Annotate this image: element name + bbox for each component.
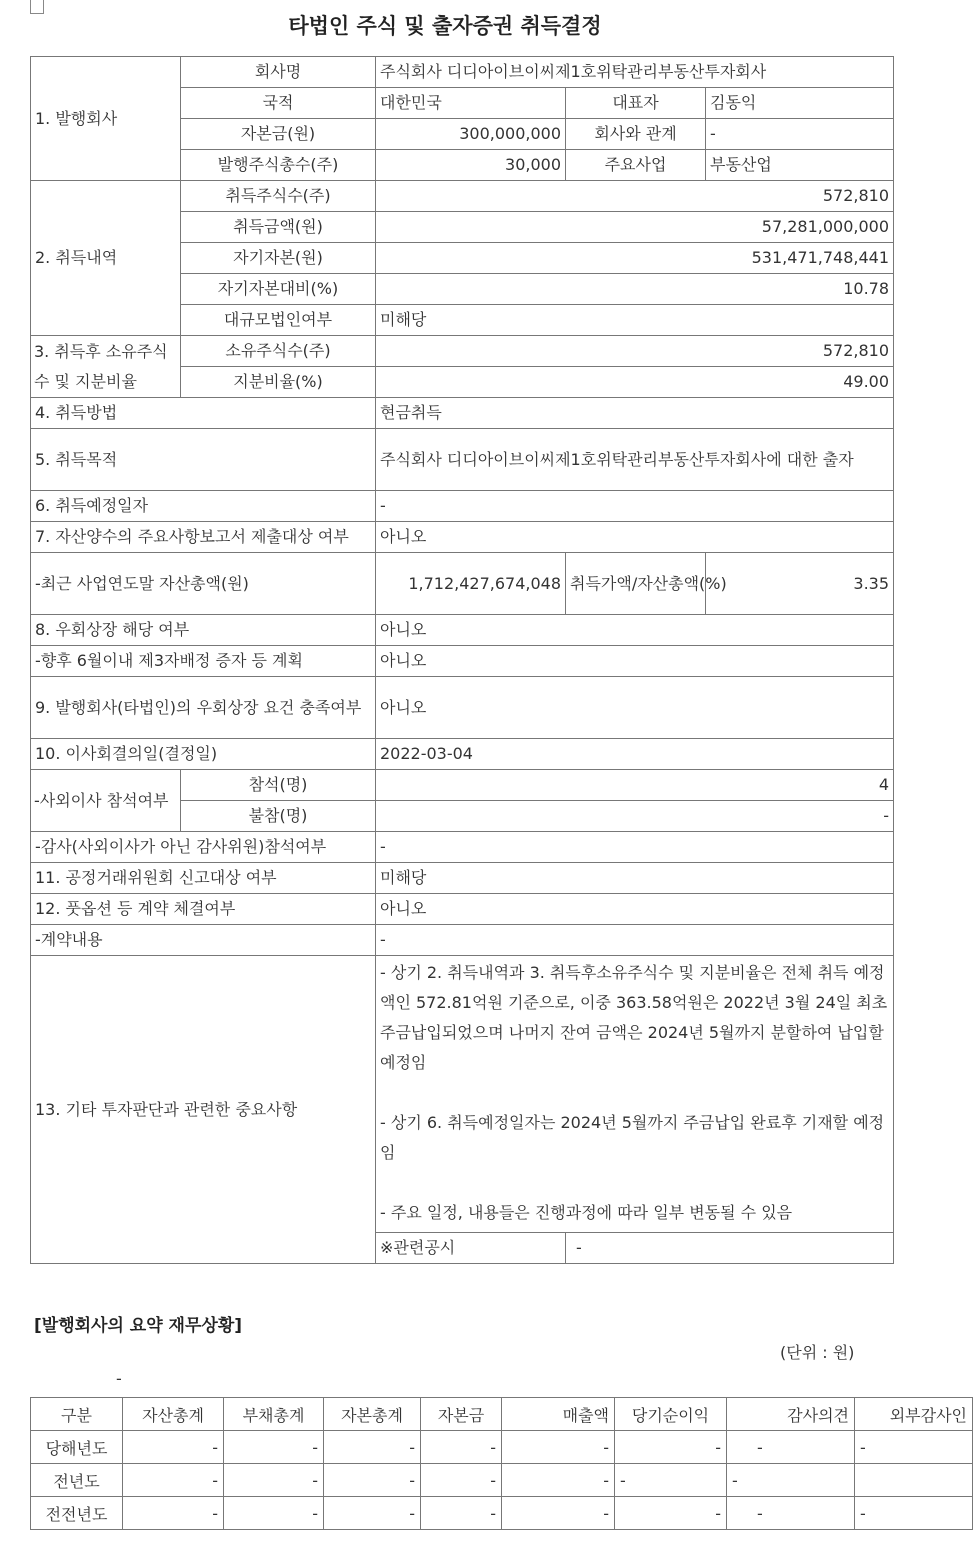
table-cell: - — [502, 1464, 615, 1497]
note-paragraph: - 상기 2. 취득내역과 3. 취득후소유주식수 및 지분비율은 전체 취득 예정액인 572.81억원 기준으로, 이중 363.58억원은 2022년 3월 24일 최초 주금납입되었으며 나머지 잔여 금액은 2024년 5월까지 분할하여 납입할 예정임 — [380, 963, 888, 1072]
table-row — [31, 57, 894, 88]
total-shares-label: 발행주식총수(주) — [181, 150, 376, 181]
assets-ratio-value: 3.35 — [706, 553, 894, 615]
backdoor-label: 8. 우회상장 해당 여부 — [31, 615, 376, 646]
table-row — [31, 553, 894, 615]
header-cell: 부채총계 — [224, 1398, 324, 1431]
purpose-value: 주식회사 디디아이브이씨제1호위탁관리부동산투자회사에 대한 출자 — [376, 429, 894, 491]
table-row — [31, 832, 894, 863]
assets-label: -최근 사업연도말 자산총액(원) — [31, 553, 376, 615]
table-cell: - — [727, 1464, 855, 1497]
table-row — [31, 770, 894, 801]
other-notes — [376, 956, 894, 1233]
table-cell: - — [421, 1431, 502, 1464]
company-name-value: 주식회사 디디아이브이씨제1호위탁관리부동산투자회사 — [376, 57, 894, 88]
option-value: 아니오 — [376, 894, 894, 925]
issuer-section-label: 1. 발행회사 — [31, 57, 181, 181]
holdings-ratio-value: 49.00 — [376, 367, 894, 398]
table-row — [31, 925, 894, 956]
equity-value: 531,471,748,441 — [376, 243, 894, 274]
relation-value: - — [706, 119, 894, 150]
table-row — [31, 863, 894, 894]
table-cell: - — [615, 1464, 727, 1497]
thirdparty-value: 아니오 — [376, 646, 894, 677]
header-cell: 자본총계 — [324, 1398, 421, 1431]
backdoor-value: 아니오 — [376, 615, 894, 646]
table-cell: - — [324, 1497, 421, 1530]
ftc-value: 미해당 — [376, 863, 894, 894]
table-cell: - — [615, 1431, 727, 1464]
acquisition-section-label: 2. 취득내역 — [31, 181, 181, 336]
large-corp-label: 대규모법인여부 — [181, 305, 376, 336]
table-row — [31, 491, 894, 522]
note-paragraph: - 주요 일정, 내용들은 진행과정에 따라 일부 변동될 수 있음 — [380, 1203, 793, 1222]
table-cell: - — [855, 1431, 973, 1464]
table-cell: - — [224, 1497, 324, 1530]
table-row — [31, 398, 894, 429]
table-cell: - — [324, 1431, 421, 1464]
header-cell: 구분 — [31, 1398, 123, 1431]
header-cell: 외부감사인 — [855, 1398, 973, 1431]
board-date-label: 10. 이사회결의일(결정일) — [31, 739, 376, 770]
unit-label: (단위 : 원) — [780, 1343, 855, 1362]
date-label: 6. 취득예정일자 — [31, 491, 376, 522]
nationality-value: 대한민국 — [376, 88, 566, 119]
nationality-label: 국적 — [181, 88, 376, 119]
requirement-value: 아니오 — [376, 677, 894, 739]
audit-label: -감사(사외이사가 아닌 감사위원)참석여부 — [31, 832, 376, 863]
table-row — [31, 615, 894, 646]
related-disclosure-label: ※관련공시 — [376, 1233, 566, 1264]
table-cell: - — [727, 1497, 855, 1530]
audit-value: - — [376, 832, 894, 863]
large-corp-value: 미해당 — [376, 305, 894, 336]
table-cell: - — [123, 1431, 224, 1464]
absent-value: - — [376, 801, 894, 832]
table-cell: - — [123, 1497, 224, 1530]
ceo-value: 김동익 — [706, 88, 894, 119]
header-cell: 자본금 — [421, 1398, 502, 1431]
table-cell: - — [421, 1464, 502, 1497]
table-row — [31, 1464, 973, 1497]
header-cell: 매출액 — [502, 1398, 615, 1431]
equity-ratio-value: 10.78 — [376, 274, 894, 305]
report-label: 7. 자산양수의 주요사항보고서 제출대상 여부 — [31, 522, 376, 553]
capital-label: 자본금(원) — [181, 119, 376, 150]
header-cell: 자산총계 — [123, 1398, 224, 1431]
table-row — [31, 894, 894, 925]
method-label: 4. 취득방법 — [31, 398, 376, 429]
table-cell: - — [224, 1464, 324, 1497]
report-value: 아니오 — [376, 522, 894, 553]
method-value: 현금취득 — [376, 398, 894, 429]
table-row — [31, 646, 894, 677]
financial-table — [30, 1397, 973, 1530]
table-cell: - — [615, 1497, 727, 1530]
holdings-ratio-label: 지분비율(%) — [181, 367, 376, 398]
table-row — [31, 181, 894, 212]
financial-summary-title: [발행회사의 요약 재무상황] — [34, 1316, 243, 1336]
board-date-value: 2022-03-04 — [376, 739, 894, 770]
acq-shares-value: 572,810 — [376, 181, 894, 212]
ftc-label: 11. 공정거래위원회 신고대상 여부 — [31, 863, 376, 894]
table-header-row — [31, 1398, 973, 1431]
holdings-shares-value: 572,810 — [376, 336, 894, 367]
ceo-label: 대표자 — [566, 88, 706, 119]
holdings-section-label: 3. 취득후 소유주식수 및 지분비율 — [31, 336, 181, 398]
acq-amount-value: 57,281,000,000 — [376, 212, 894, 243]
table-cell: - — [502, 1497, 615, 1530]
business-label: 주요사업 — [566, 150, 706, 181]
page-title: 타법인 주식 및 출자증권 취득결정 — [288, 14, 602, 38]
purpose-label: 5. 취득목적 — [31, 429, 376, 491]
outside-director-label: -사외이사 참석여부 — [31, 770, 181, 832]
table-cell — [855, 1464, 973, 1497]
present-label: 참석(명) — [181, 770, 376, 801]
table-cell: - — [224, 1431, 324, 1464]
table-cell: - — [421, 1497, 502, 1530]
table-row — [31, 336, 894, 367]
table-cell: 당해년도 — [31, 1431, 123, 1464]
table-row — [31, 1497, 973, 1530]
table-cell: - — [502, 1431, 615, 1464]
note-paragraph: - 상기 6. 취득예정일자는 2024년 5월까지 주금납입 완료후 기재할 예정임 — [380, 1113, 885, 1162]
capital-value: 300,000,000 — [376, 119, 566, 150]
equity-ratio-label: 자기자본대비(%) — [181, 274, 376, 305]
table-row — [31, 1431, 973, 1464]
requirement-label: 9. 발행회사(타법인)의 우회상장 요건 충족여부 — [31, 677, 376, 739]
table-row — [31, 522, 894, 553]
option-label: 12. 풋옵션 등 계약 체결여부 — [31, 894, 376, 925]
table-cell: 전전년도 — [31, 1497, 123, 1530]
acq-shares-label: 취득주식수(주) — [181, 181, 376, 212]
total-shares-value: 30,000 — [376, 150, 566, 181]
header-cell: 당기순이익 — [615, 1398, 727, 1431]
header-cell: 감사의견 — [727, 1398, 855, 1431]
table-row — [31, 739, 894, 770]
assets-value: 1,712,427,674,048 — [376, 553, 566, 615]
absent-label: 불참(명) — [181, 801, 376, 832]
table-row — [31, 677, 894, 739]
company-name-label: 회사명 — [181, 57, 376, 88]
table-row — [31, 956, 894, 1233]
equity-label: 자기자본(원) — [181, 243, 376, 274]
table-cell: - — [727, 1431, 855, 1464]
dash-text: - — [116, 1369, 122, 1388]
thirdparty-label: -향후 6월이내 제3자배정 증자 등 계획 — [31, 646, 376, 677]
holdings-shares-label: 소유주식수(주) — [181, 336, 376, 367]
present-value: 4 — [376, 770, 894, 801]
decision-table — [30, 56, 894, 1264]
contract-value: - — [376, 925, 894, 956]
other-label: 13. 기타 투자판단과 관련한 중요사항 — [31, 956, 376, 1264]
relation-label: 회사와 관계 — [566, 119, 706, 150]
acq-amount-label: 취득금액(원) — [181, 212, 376, 243]
assets-ratio-label: 취득가액/자산총액(%) — [566, 553, 706, 615]
table-cell: 전년도 — [31, 1464, 123, 1497]
business-value: 부동산업 — [706, 150, 894, 181]
contract-label: -계약내용 — [31, 925, 376, 956]
table-cell: - — [324, 1464, 421, 1497]
related-disclosure-value: - — [566, 1233, 894, 1264]
date-value: - — [376, 491, 894, 522]
table-cell: - — [123, 1464, 224, 1497]
table-cell: - — [855, 1497, 973, 1530]
table-row — [31, 429, 894, 491]
